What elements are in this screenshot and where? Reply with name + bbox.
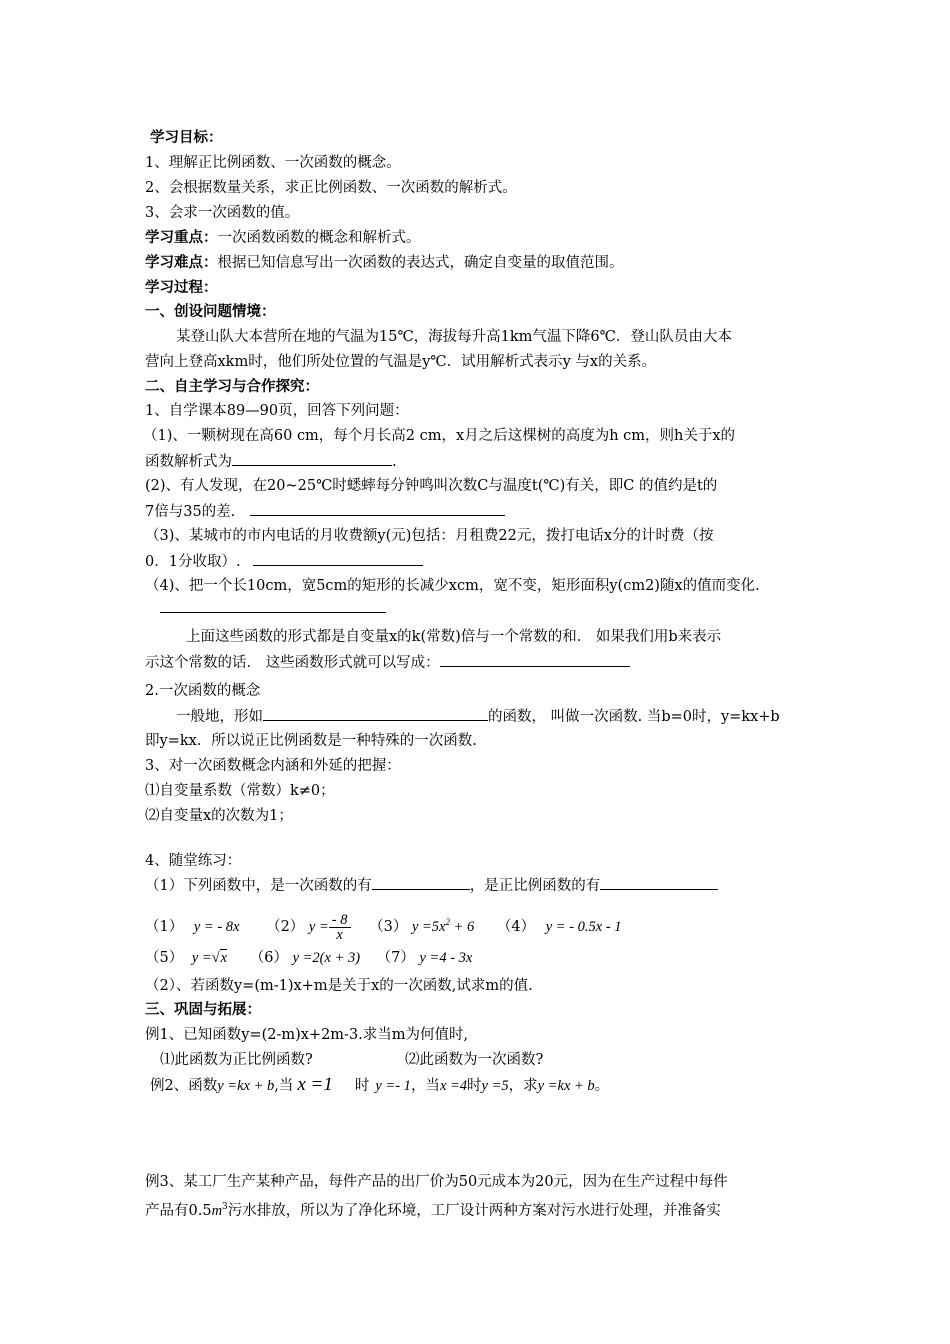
practice-q1-text-a: （1）下列函数中，是一次函数的有 [145, 878, 372, 894]
q1-answer-blank[interactable] [232, 451, 392, 466]
section1-heading: 一、创设问题情境： [145, 303, 276, 320]
proportional-answer-blank[interactable] [600, 875, 718, 890]
q3-line1: （3)、某城市的市内电话的月收费额y(元)包括：月租费22元，拨打电话x分的计时费（按 [145, 528, 714, 544]
ex2-math-5: y =5 [481, 1078, 509, 1094]
q1-end: . [392, 454, 397, 470]
ex3-unit: m [211, 1202, 223, 1219]
objective-1: 1、理解正比例函数、一次函数的概念。 [145, 155, 401, 171]
f3-exponent: 2 [445, 917, 450, 927]
f3-part-a: y =5x [411, 918, 446, 935]
q4-line1: （4)、把一个长10cm，宽5cm的矩形的长减少xcm，宽不变，矩形面积y(cm2)随x的值而变化. [145, 578, 760, 594]
objective-3: 3、会求一次函数的值。 [145, 205, 300, 221]
q4-line2 [160, 598, 386, 619]
f5-label: （5） [145, 950, 184, 966]
ex3-text-b: 污水排放，所以为了净化环境，工厂设计两种方案对污水进行处理，并准备实 [227, 1202, 721, 1219]
ex3-unit-exponent: 3 [222, 1202, 228, 1212]
practice-q1 [145, 875, 718, 896]
ex2-text-b: ,当 [274, 1078, 294, 1094]
concept-text-a: 一般地，形如 [176, 709, 263, 725]
f6-label: （6） [249, 950, 288, 966]
objectives-title: 学习目标： [150, 129, 223, 146]
section3-heading: 三、巩固与拓展： [145, 1001, 261, 1018]
ex2-text-c: 时 [354, 1078, 370, 1094]
summary-text: 示这个常数的话． 这些函数形式就可以写成： [145, 655, 440, 671]
ex2-math-6: y =kx + b [537, 1078, 595, 1094]
q2-text: 7倍与35的差. [145, 504, 236, 520]
section2-heading: 二、自主学习与合作探究： [145, 378, 319, 395]
ex2-text-g: 。 [594, 1078, 610, 1094]
example-1: 例1、已知函数y=(2-m)x+2m-3.求当m为何值时, [145, 1027, 469, 1043]
f5-lhs: y = [191, 950, 212, 966]
f5-formula: y =√x [191, 950, 228, 966]
f2-lhs: y = [308, 918, 329, 935]
ex2-math-4: x =4 [439, 1078, 468, 1094]
key-point-label: 学习重点： [145, 229, 218, 246]
f1-label: （1） [145, 918, 184, 935]
q2-answer-blank[interactable] [250, 501, 505, 516]
functions-row-2 [145, 946, 472, 970]
f3-part-b: + 6 [449, 918, 475, 935]
q2-line2 [145, 501, 505, 522]
key-point-text: 一次函数函数的概念和解析式。 [217, 230, 421, 246]
f2-denominator: x [336, 927, 343, 943]
q3-text: 0．1分收取）. [145, 554, 241, 570]
difficulty-label: 学习难点： [145, 254, 218, 271]
example-1-part-b: ⑵此函数为一次函数? [405, 1052, 544, 1068]
difficulty [145, 253, 624, 273]
ex2-text-f: ，求 [508, 1078, 538, 1094]
practice-q1-text-b: ，是正比例函数的有 [469, 878, 601, 894]
grasp-heading: 3、对一次函数概念内涵和外延的把握： [145, 758, 401, 774]
ex3-text-a: 产品有0.5 [145, 1202, 212, 1219]
example-2 [150, 1072, 609, 1099]
f4-label: （4） [496, 918, 536, 935]
q4-answer-blank[interactable] [160, 598, 386, 613]
concept-answer-blank[interactable] [263, 706, 488, 721]
summary-line1: 上面这些函数的形式都是自变量x的k(常数)倍与一个常数的和． 如果我们用b来表示 [186, 629, 722, 645]
f7-label: （7） [376, 950, 415, 966]
practice-heading: 4、随堂练习： [145, 853, 242, 869]
f1-formula: y = - 8x [193, 918, 240, 935]
grasp-item-2: ⑵自变量x的次数为1； [145, 808, 293, 824]
example-3-line2 [145, 1197, 721, 1221]
summary-line2 [145, 652, 630, 673]
concept-heading: 2.一次函数的概念 [145, 683, 261, 699]
q3-answer-blank[interactable] [253, 551, 423, 566]
f2-numerator: - 8 [329, 913, 351, 928]
f3-formula [412, 919, 474, 935]
concept-text-b: 的函数， 叫做一次函数. 当b=0时，y=kx+b [488, 709, 780, 725]
ex2-text-a: 例2、函数 [150, 1078, 218, 1094]
q3-line2 [145, 551, 423, 572]
f7-formula: y =4 - 3x [419, 950, 473, 966]
concept-line1 [176, 706, 780, 727]
q2-line1: (2)、有人发现，在20~25℃时蟋蟀每分钟鸣叫次数C与温度t(℃)有关，即C 的值约是t的 [145, 478, 718, 494]
f5-radicand: x [220, 950, 228, 966]
example-1-part-a: ⑴此函数为正比例函数? [160, 1052, 313, 1068]
difficulty-text: 根据已知信息写出一次函数的表达式，确定自变量的取值范围。 [217, 255, 624, 271]
self-study-intro: 1、自学课本89—90页，回答下列问题： [145, 403, 409, 419]
f6-formula: y =2(x + 3) [292, 950, 361, 966]
key-point [145, 228, 421, 248]
ex2-math-3: y =- 1 [375, 1078, 411, 1094]
f2-label: （2） [266, 918, 305, 935]
ex2-text-e: 时 [467, 1078, 482, 1094]
q1-line1: （1)、一颗树现在高60 cm，每个月长高2 cm，x月之后这棵树的高度为h cm，则h关于x的 [143, 428, 736, 444]
section1-line2: 营向上登高xkm时，他们所处位置的气温是y℃．试用解析式表示y 与x的关系。 [145, 354, 657, 370]
process-label: 学习过程： [145, 279, 218, 296]
functions-row-1 [145, 908, 622, 942]
f3-label: （3） [369, 918, 408, 935]
section1-line1: 某登山队大本营所在地的气温为15℃，海拔每升高1km气温下降6℃．登山队员由大本 [176, 329, 732, 345]
f2-fraction [329, 913, 351, 942]
f2-formula [308, 912, 351, 943]
q1-text: 函数解析式为 [145, 454, 232, 470]
concept-line2: 即y=kx．所以说正比例函数是一种特殊的一次函数. [145, 733, 477, 749]
objective-2: 2、会根据数量关系，求正比例函数、一次函数的解析式。 [145, 180, 517, 196]
ex2-math-1: y =kx + b [217, 1078, 275, 1094]
linear-answer-blank[interactable] [372, 875, 470, 890]
grasp-item-1: ⑴自变量系数（常数）k≠0； [145, 783, 335, 799]
q1-line2 [145, 451, 397, 472]
ex2-math-2: x =1 [297, 1074, 333, 1095]
example-3-line1: 例3、某工厂生产某种产品，每件产品的出厂价为50元成本为20元，因为在生产过程中每件 [145, 1174, 728, 1190]
practice-q2: （2）、若函数y=(m-1)x+m是关于x的一次函数,试求m的值. [145, 978, 533, 994]
summary-answer-blank[interactable] [440, 652, 630, 667]
f4-formula: y = - 0.5x - 1 [545, 918, 622, 935]
ex2-text-d: ，当 [410, 1078, 440, 1094]
